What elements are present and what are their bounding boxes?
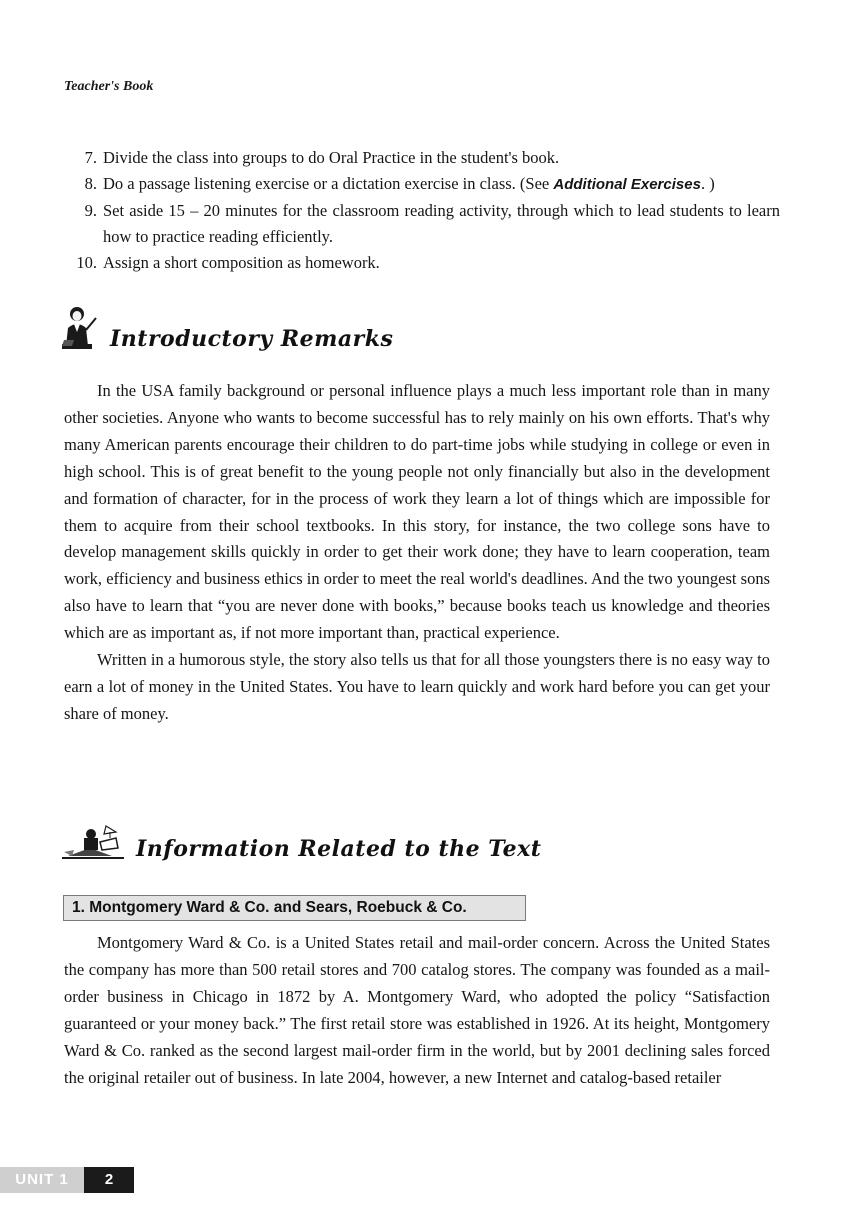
step-item xyxy=(60,171,780,198)
information-related-heading xyxy=(60,822,541,862)
additional-exercises-reference: Additional Exercises xyxy=(553,176,701,193)
step-text: Set aside 15 – 20 minutes for the classroom reading activity, through which to lead students to learn how to practice reading efficiently. xyxy=(103,201,780,246)
step-text-part: . ) xyxy=(700,174,715,193)
paragraph: Written in a humorous style, the story also tells us that for all those youngsters there is no easy way to earn a lot of money in the United States. You have to learn quickly and work hard before you can get your share of money. xyxy=(64,650,770,723)
introductory-remarks-heading xyxy=(60,306,393,352)
section-title: Information Related to the Text xyxy=(136,836,542,862)
step-number: 10. xyxy=(76,253,97,272)
step-text: Divide the class into groups to do Oral Practice in the student's book. xyxy=(103,148,560,167)
teaching-steps-list xyxy=(60,145,780,276)
teacher-figure-icon xyxy=(60,306,100,352)
step-text: Assign a short composition as homework. xyxy=(103,253,380,272)
running-header: Teacher's Book xyxy=(64,79,154,94)
step-item xyxy=(60,198,780,250)
step-number: 8. xyxy=(84,174,97,193)
reading-student-icon xyxy=(60,822,130,862)
step-number: 9. xyxy=(84,201,97,220)
step-text-part: Do a passage listening exercise or a dictation exercise in class. (See xyxy=(103,174,554,193)
subheading-box: 1. Montgomery Ward & Co. and Sears, Roebuck & Co. xyxy=(63,895,526,921)
section-title: Introductory Remarks xyxy=(110,326,394,352)
page-number: 2 xyxy=(84,1167,134,1193)
paragraph: Montgomery Ward & Co. is a United States retail and mail-order concern. Across the United States the company has more than 500 retail stores and 700 catalog stores. The company was founded as a mail-order business in Chicago in 1872 by A. Montgomery Ward, who adopted the policy “Satisfaction guaranteed or your money back.” The first retail store was established in 1926. At its height, Montgomery Ward & Co. ranked as the second largest mail-order firm in the world, but by 2001 declining sales forced the original retailer out of business. In late 2004, however, a new Internet and catalog-based retailer xyxy=(64,933,770,1087)
paragraph: In the USA family background or personal influence plays a much less important role than in many other societies. Anyone who wants to become successful has to rely mainly on his own efforts. That's why many American parents encourage their children to do part-time jobs while studying in college or even in high school. This is of great benefit to the young people not only financially but also in the development and formation of character, for in the process of work they learn a lot of things which are impossible for them to acquire from their school textbooks. In this story, for instance, the two college sons have to develop management skills quickly in order to get their work done; they have to learn cooperation, team work, efficiency and business ethics in order to meet the real world's deadlines. And the two youngest sons also have to learn that “you are never done with books,” because books teach us knowledge and theories which are as important as, if not more important than, practical experience. xyxy=(64,381,770,643)
step-number: 7. xyxy=(84,148,97,167)
step-item xyxy=(60,145,780,171)
step-item xyxy=(60,250,780,276)
step-text xyxy=(103,171,780,198)
information-body xyxy=(64,930,770,1091)
page-footer xyxy=(0,1167,134,1193)
introductory-remarks-body xyxy=(64,378,770,728)
unit-label: UNIT 1 xyxy=(0,1167,84,1193)
